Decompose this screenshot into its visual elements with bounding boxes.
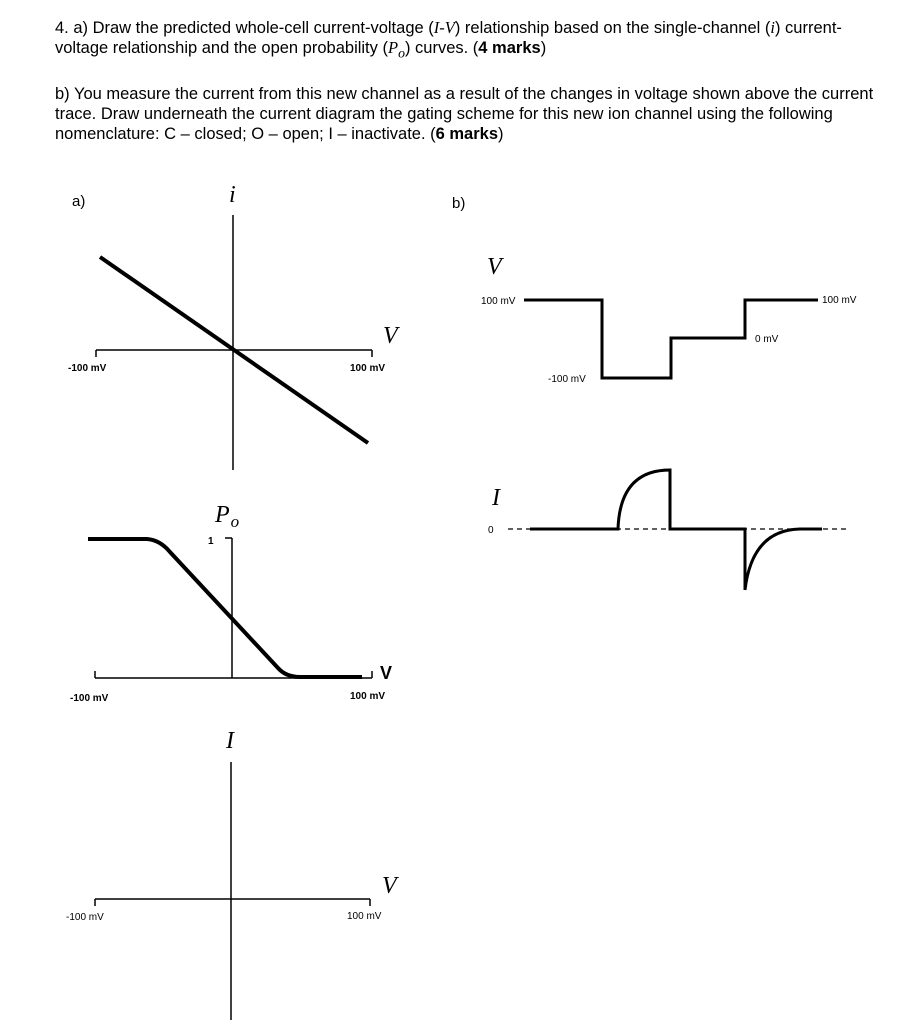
blank-x-max-label: 100 mV: [347, 911, 382, 922]
question-a-prefix: 4. a) Draw the predicted whole-cell current-voltage (: [55, 19, 434, 37]
blank-iv-plot: [66, 728, 399, 1020]
question-b-end: ): [498, 125, 504, 143]
po-x-label: V: [380, 663, 393, 683]
iv-plot: [68, 182, 400, 470]
question-a-mid1: ) relationship based on the single-channel (: [454, 19, 771, 37]
question-a-iv-symbol: I-V: [433, 18, 455, 37]
panel-a-label: a): [72, 193, 86, 210]
current-trace-line-2: [745, 529, 822, 590]
voltage-low-label: -100 mV: [548, 374, 586, 385]
question-a-mid3: ) curves. (: [404, 39, 479, 57]
blank-x-label: V: [382, 873, 397, 899]
iv-x-max-label: 100 mV: [350, 363, 386, 374]
voltage-trace: [481, 254, 857, 385]
blank-x-min-label: -100 mV: [66, 912, 104, 923]
question-b-marks: 6 marks: [435, 125, 499, 143]
iv-x-label: V: [383, 323, 398, 349]
current-zero-label: 0: [488, 525, 494, 536]
po-y-label-main: P: [215, 502, 230, 528]
question-a-end: ): [540, 39, 547, 57]
question-b-text: b) You measure the current from this new channel as a result of the changes in voltage shown above the current trace. Draw underneath the current diagram the gating scheme for this new ion channel using the following nomenclature: C – closed; O – open; I – inactivate. (: [55, 85, 874, 143]
po-y-label-sub: o: [230, 512, 240, 531]
voltage-axis-label: V: [487, 254, 502, 280]
current-trace-line-1: [530, 470, 745, 590]
question-a-marks: 4 marks: [478, 39, 541, 57]
voltage-high-right-label: 100 mV: [822, 295, 857, 306]
panel-b-label: b): [452, 195, 466, 212]
current-axis-label: I: [492, 485, 500, 511]
voltage-high-left-label: 100 mV: [481, 296, 516, 307]
po-y-label: [214, 502, 239, 531]
question-a-mid2: ) current-voltage relationship and the open probability (: [55, 19, 842, 57]
po-curve: [88, 539, 362, 677]
iv-x-min-label: -100 mV: [68, 363, 107, 374]
voltage-mid-label: 0 mV: [755, 334, 779, 345]
po-plot: [70, 502, 392, 704]
po-x-min-label: -100 mV: [70, 693, 109, 704]
po-x-max-label: 100 mV: [350, 691, 386, 702]
question-a-po-main: P: [387, 38, 399, 57]
po-y-tick-label: 1: [208, 536, 214, 547]
iv-y-label: i: [229, 182, 236, 208]
question-a-po-sub: o: [398, 45, 405, 61]
current-trace: [488, 470, 846, 590]
blank-y-label: I: [226, 728, 234, 754]
question-a-i-symbol: i: [770, 18, 775, 37]
